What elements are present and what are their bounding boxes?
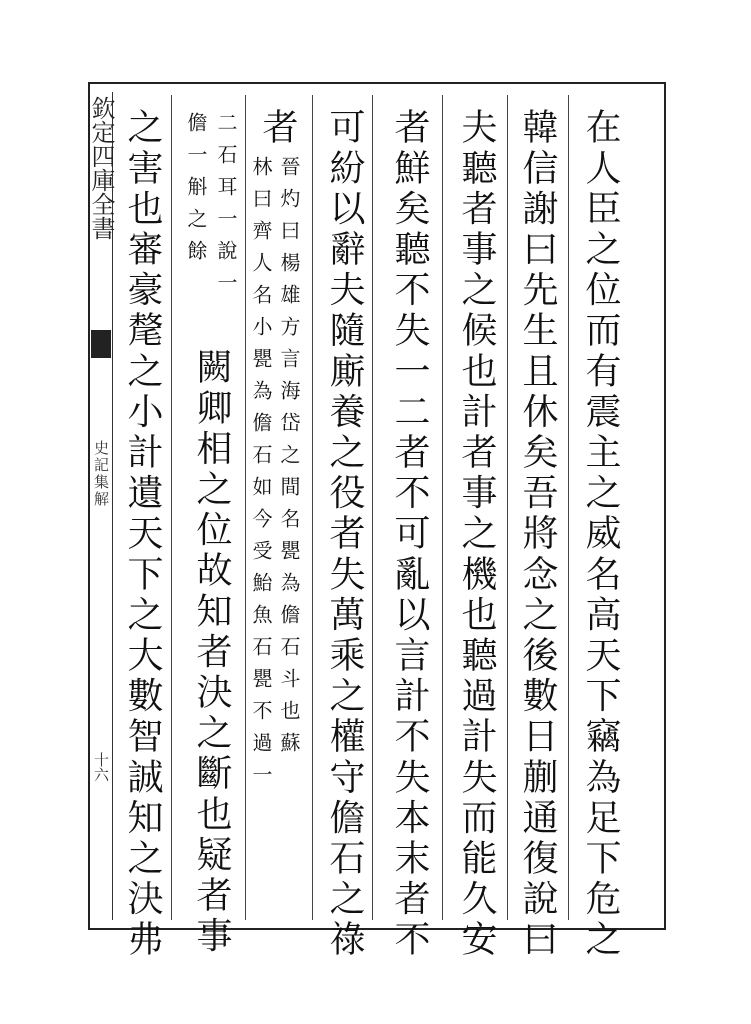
text-column-3: 夫聽者事之候也計者事之機也聽過計失而能久安 <box>456 108 497 961</box>
column-divider <box>312 95 313 920</box>
text-column-7: 闕卿相之位故知者決之斷也疑者事 <box>191 348 232 957</box>
annotation-a-right: 晉灼曰楊雄方言海岱之間名甖為儋石斗也蘇 <box>277 156 301 764</box>
fish-tail-mark <box>91 330 111 358</box>
volume-title: 史記集解 <box>92 440 110 508</box>
text-column-5: 可紛以辭夫隨廝養之役者失萬乘之權守儋石之祿 <box>324 108 365 961</box>
annotation-b-left: 儋一斛之餘 <box>184 112 208 272</box>
page-number: 十六 <box>92 752 110 782</box>
column-divider <box>171 95 172 920</box>
column-divider <box>372 95 373 920</box>
annotation-b-right: 二石耳一說一 <box>214 112 238 304</box>
text-column-6: 者 <box>257 108 298 149</box>
book-title: 欽定四庫全書 <box>87 96 115 240</box>
text-column-8: 之害也審豪氂之小計遺天下之大數智誠知之決弗 <box>122 108 163 961</box>
text-column-2: 韓信謝曰先生且休矣吾將念之後數日蒯通復說曰 <box>517 108 558 961</box>
column-divider <box>507 95 508 920</box>
column-divider <box>442 95 443 920</box>
text-column-4: 者鮮矣聽不失一二者不可亂以言計不失本末者不 <box>389 108 430 961</box>
text-column-1: 在人臣之位而有震主之威名高天下竊為足下危之 <box>580 108 621 961</box>
column-divider <box>245 95 246 920</box>
column-divider <box>568 95 569 920</box>
annotation-a-left: 林曰齊人名小甖為儋石如今受鮐魚石甖不過一 <box>249 156 273 796</box>
